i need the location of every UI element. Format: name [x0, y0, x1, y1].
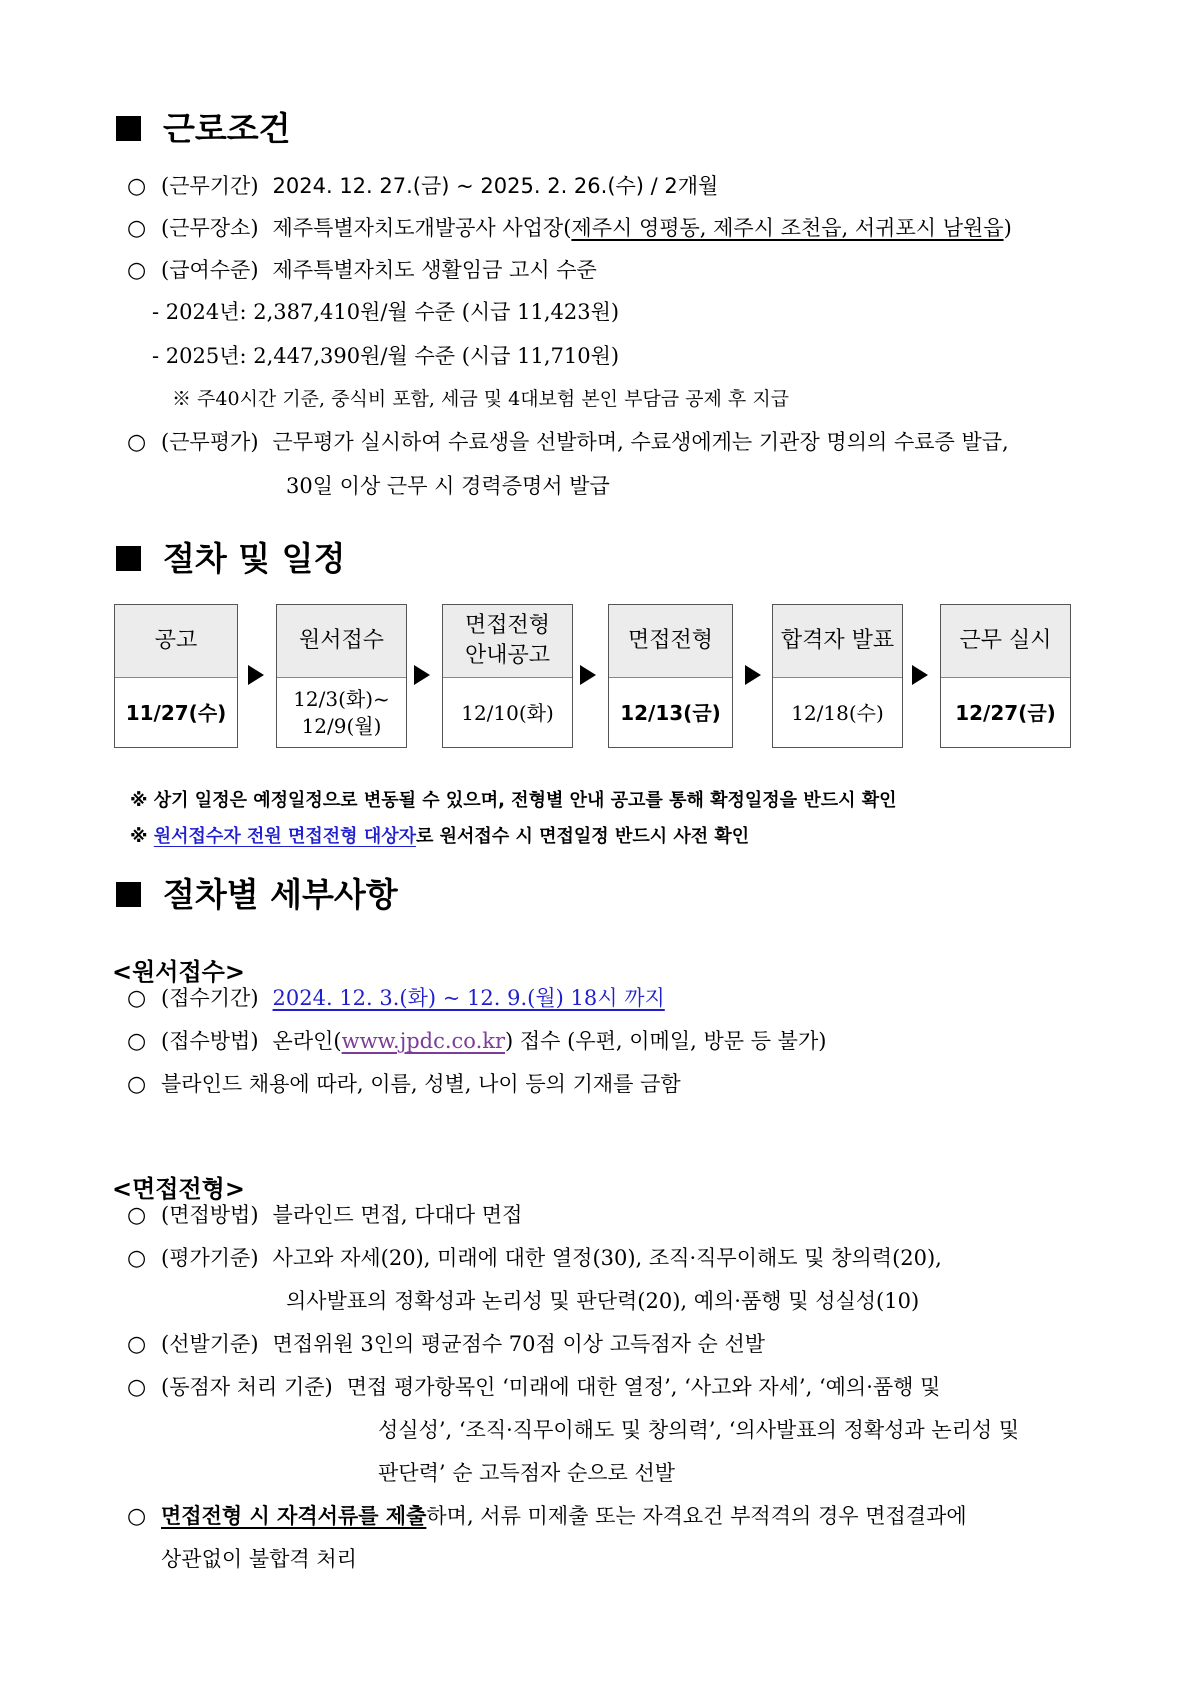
label: (접수기간) [161, 986, 259, 1010]
section-title: 절차 및 일정 [163, 539, 346, 578]
note-mark: ※ [130, 826, 154, 847]
arrow-right-icon [580, 665, 596, 685]
flow-step-name: 합격자 발표 [773, 605, 902, 678]
label: (근무평가) [161, 430, 259, 454]
flow-step-name: 면접전형 [609, 605, 732, 678]
evaluation-continuation: 30일 이상 근무 시 경력증명서 발급 [286, 474, 610, 498]
square-bullet-icon [116, 882, 141, 907]
flow-step-date: 12/3(화)~ 12/9(월) [293, 687, 390, 738]
condition-evaluation [127, 432, 1009, 454]
flow-step-date: 12/18(수) [791, 700, 884, 725]
website-link[interactable]: www.jpdc.co.kr [341, 1029, 506, 1053]
value: 블라인드 채용에 따라, 이름, 성별, 나이 등의 기재를 금함 [161, 1072, 681, 1096]
interview-selection [127, 1334, 765, 1356]
condition-period [127, 176, 718, 198]
section-heading-schedule [116, 539, 346, 578]
flow-step-date: 12/10(화) [461, 700, 554, 725]
value: 2024. 12. 3.(화) ~ 12. 9.(월) 18시 까지 [272, 986, 665, 1010]
section-heading-details [116, 875, 398, 914]
salary-detail-2025: - 2025년: 2,447,390원/월 수준 (시급 11,710원) [152, 344, 620, 368]
circle-bullet-icon: ○ [127, 1203, 147, 1228]
flow-step-name: 공고 [115, 605, 237, 678]
circle-bullet-icon: ○ [127, 986, 147, 1011]
square-bullet-icon [116, 116, 141, 141]
label: (근무기간) [161, 174, 259, 198]
flow-step-date: 12/27(금) [955, 700, 1056, 725]
section-title: 근로조건 [163, 109, 291, 148]
value: 사고와 자세(20), 미래에 대한 열정(30), 조직·직무이해도 및 창의력(20), [272, 1246, 942, 1270]
interview-documents [127, 1506, 967, 1528]
tiebreak-continuation-2: 판단력’ 순 고득점자 순으로 선발 [378, 1461, 676, 1485]
label: (급여수준) [161, 258, 259, 282]
square-bullet-icon [116, 546, 141, 571]
flow-step-date: 11/27(수) [125, 700, 227, 725]
value: 제주특별자치도개발공사 사업장( [272, 216, 572, 240]
note-rest: 로 원서접수 시 면접일정 반드시 사전 확인 [416, 826, 750, 847]
arrow-right-icon [745, 665, 761, 685]
section-heading-working-conditions [116, 109, 291, 148]
flow-step [114, 604, 238, 748]
interview-criteria [127, 1248, 942, 1270]
arrow-right-icon [248, 665, 264, 685]
value-underlined: 제주시 영평동, 제주시 조천읍, 서귀포시 남원읍 [571, 216, 1004, 240]
value-end: ) [1003, 216, 1012, 240]
circle-bullet-icon: ○ [127, 1375, 147, 1400]
value: 2024. 12. 27.(금) ~ 2025. 2. 26.(수) / 2개월 [272, 174, 719, 198]
circle-bullet-icon: ○ [127, 1504, 147, 1529]
value-pre: 온라인( [272, 1029, 342, 1053]
condition-salary [127, 260, 597, 282]
apply-method [127, 1031, 826, 1053]
circle-bullet-icon: ○ [127, 216, 147, 241]
arrow-right-icon [912, 665, 928, 685]
flow-step-name: 면접전형 안내공고 [443, 605, 572, 678]
circle-bullet-icon: ○ [127, 258, 147, 283]
subsection-title-interview: <면접전형> [112, 1175, 245, 1203]
tiebreak-continuation-1: 성실성’, ‘조직·직무이해도 및 창의력’, ‘의사발표의 정확성과 논리성 및 [378, 1418, 1020, 1442]
flow-step [772, 604, 903, 748]
documents-continuation: 상관없이 불합격 처리 [161, 1547, 357, 1571]
value: 면접 평가항목인 ‘미래에 대한 열정’, ‘사고와 자세’, ‘예의·품행 및 [346, 1375, 941, 1399]
value: 제주특별자치도 생활임금 고시 수준 [272, 258, 597, 282]
flow-step-name: 근무 실시 [941, 605, 1070, 678]
criteria-continuation: 의사발표의 정확성과 논리성 및 판단력(20), 예의·품행 및 성실성(10) [286, 1289, 920, 1313]
circle-bullet-icon: ○ [127, 1072, 147, 1097]
circle-bullet-icon: ○ [127, 430, 147, 455]
schedule-note-1: ※ 상기 일정은 예정일정으로 변동될 수 있으며, 전형별 안내 공고를 통해 확정일정을 반드시 확인 [130, 790, 897, 811]
value: 블라인드 면접, 다대다 면접 [272, 1203, 523, 1227]
value: 근무평가 실시하여 수료생을 선발하며, 수료생에게는 기관장 명의의 수료증 발급, [272, 430, 1009, 454]
value: 하며, 서류 미제출 또는 자격요건 부적격의 경우 면접결과에 [426, 1504, 967, 1528]
salary-detail-2024: - 2024년: 2,387,410원/월 수준 (시급 11,423원) [152, 300, 620, 324]
value-post: ) 접수 (우편, 이메일, 방문 등 불가) [505, 1029, 827, 1053]
interview-tiebreak [127, 1377, 940, 1399]
flow-step-date: 12/13(금) [620, 700, 721, 725]
flow-step [608, 604, 733, 748]
flow-step [276, 604, 407, 748]
circle-bullet-icon: ○ [127, 1332, 147, 1357]
condition-location [127, 218, 1012, 240]
note-highlight: 원서접수자 전원 면접전형 대상자 [153, 826, 416, 847]
label: (동점자 처리 기준) [161, 1375, 333, 1399]
label: (선발기준) [161, 1332, 259, 1356]
apply-blind [127, 1074, 681, 1096]
arrow-right-icon [414, 665, 430, 685]
label: (면접방법) [161, 1203, 259, 1227]
subsection-title-application: <원서접수> [112, 958, 245, 986]
flow-step-name: 원서접수 [277, 605, 406, 678]
label: (평가기준) [161, 1246, 259, 1270]
circle-bullet-icon: ○ [127, 1246, 147, 1271]
label: (근무장소) [161, 216, 259, 240]
apply-period [127, 988, 665, 1010]
flow-step [940, 604, 1071, 748]
circle-bullet-icon: ○ [127, 174, 147, 199]
label: (접수방법) [161, 1029, 259, 1053]
salary-note: ※ 주40시간 기준, 중식비 포함, 세금 및 4대보험 본인 부담금 공제 후 지급 [172, 388, 790, 410]
flow-step [442, 604, 573, 748]
schedule-note-2 [130, 828, 749, 846]
circle-bullet-icon: ○ [127, 1029, 147, 1054]
section-title: 절차별 세부사항 [163, 875, 398, 914]
value-bold: 면접전형 시 자격서류를 제출 [161, 1504, 427, 1528]
value: 면접위원 3인의 평균점수 70점 이상 고득점자 순 선발 [272, 1332, 766, 1356]
interview-method [127, 1205, 522, 1227]
